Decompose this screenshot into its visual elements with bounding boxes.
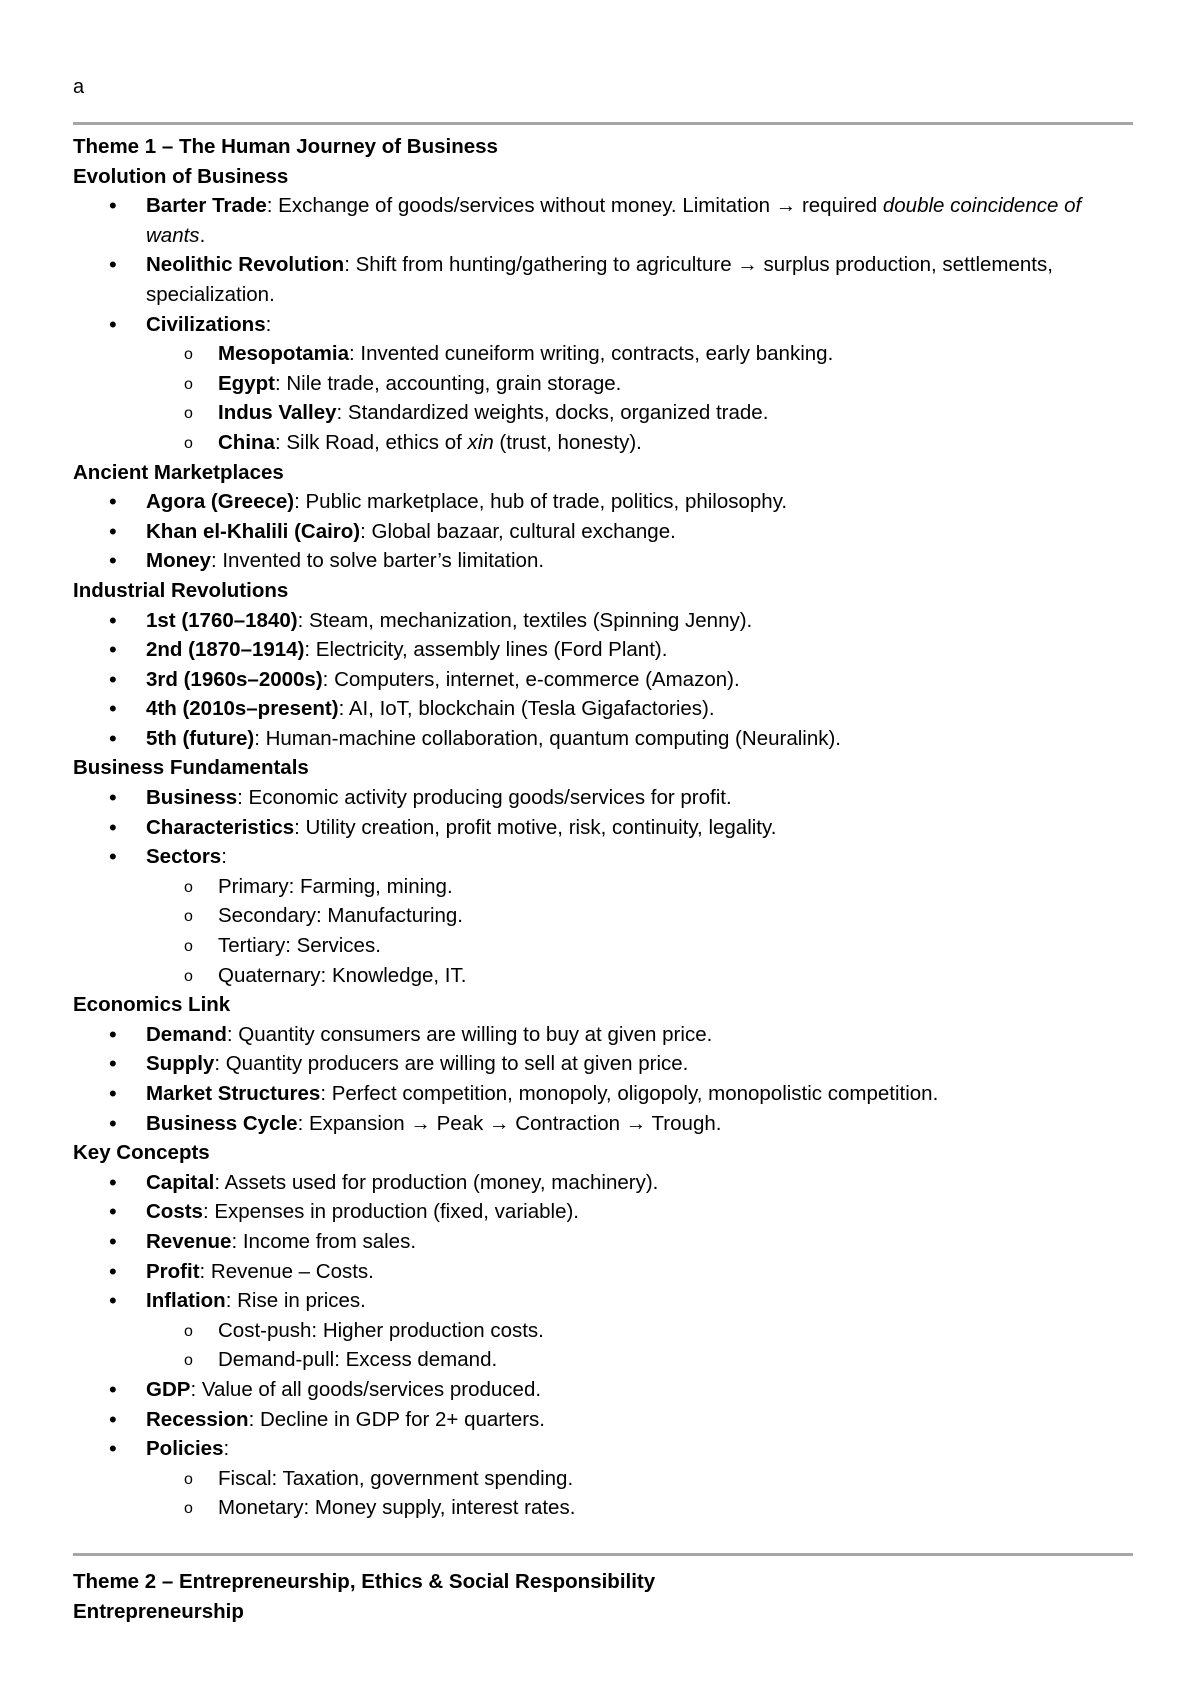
item-term: Civilizations [146, 312, 266, 336]
bullet-list [73, 487, 1133, 576]
bullet-list [73, 1020, 1133, 1138]
item-term: 3rd (1960s–2000s) [146, 667, 323, 691]
item-term: Business [146, 786, 238, 810]
item-term: Policies [146, 1437, 224, 1461]
item-text: Demand-pull: Excess demand. [218, 1348, 498, 1372]
sub-list-item [73, 428, 1133, 458]
list-item [73, 1227, 1133, 1257]
list-item [73, 635, 1133, 665]
item-term: Market Structures [146, 1082, 321, 1105]
list-item [73, 1375, 1133, 1405]
item-term: Costs [146, 1200, 203, 1224]
theme-1-sections [73, 162, 1133, 1523]
sub-list-item [73, 1464, 1133, 1494]
item-text: : Expansion → Peak → Contraction → Trough. [297, 1111, 722, 1135]
item-term: GDP [146, 1377, 191, 1401]
item-text: : Global bazaar, cultural exchange. [360, 519, 676, 543]
section-heading: Business Fundamentals [73, 756, 309, 780]
item-term: Egypt [218, 371, 275, 395]
item-text: : [265, 312, 272, 336]
section-heading-entrepreneurship: Entrepreneurship [73, 1599, 244, 1623]
section-heading: Evolution of Business [73, 164, 289, 188]
item-tail: (trust, honesty). [493, 430, 642, 454]
item-term: Indus Valley [218, 401, 337, 425]
item-text: : Standardized weights, docks, organized trade. [336, 401, 769, 425]
section-heading: Ancient Marketplaces [73, 460, 284, 484]
item-text: : Expenses in production (fixed, variable). [202, 1200, 579, 1224]
sub-list-item [73, 1493, 1133, 1523]
list-item [73, 1434, 1133, 1464]
bullet-list [73, 191, 1133, 457]
list-item [73, 250, 1133, 309]
item-term: 2nd (1870–1914) [146, 638, 305, 662]
list-item [73, 487, 1133, 517]
item-text: : [223, 1437, 230, 1461]
sub-list-item [73, 872, 1133, 902]
section-heading: Key Concepts [73, 1141, 210, 1165]
bullet-list [73, 1168, 1133, 1523]
section-heading: Industrial Revolutions [73, 578, 289, 602]
item-text: : Invented to solve barter’s limitation. [210, 549, 545, 573]
item-text: Quaternary: Knowledge, IT. [218, 963, 467, 987]
item-term: China [218, 430, 275, 454]
item-text: Secondary: Manufacturing. [218, 904, 463, 928]
item-term: Khan el-Khalili (Cairo) [146, 519, 361, 543]
item-term: Inflation [146, 1289, 226, 1313]
item-term: Characteristics [146, 815, 295, 839]
list-item [73, 546, 1133, 576]
item-italic: double coincidence of wants [146, 194, 1082, 247]
list-item [73, 1405, 1133, 1435]
list-item [73, 1109, 1133, 1139]
item-text: : Quantity consumers are willing to buy at given price. [226, 1022, 713, 1046]
list-item [73, 665, 1133, 695]
list-item [73, 1168, 1133, 1198]
bullet-list [73, 606, 1133, 754]
header-letter: a [73, 76, 85, 98]
list-item [73, 783, 1133, 813]
item-term: Business Cycle [146, 1111, 298, 1135]
list-item [73, 310, 1133, 340]
item-term: Barter Trade [146, 194, 267, 218]
item-text: : AI, IoT, blockchain (Tesla Gigafactories). [338, 697, 715, 721]
sub-list-item [73, 369, 1133, 399]
item-text: : [221, 845, 227, 869]
list-item [73, 1257, 1133, 1287]
item-term: Neolithic Revolution [146, 253, 345, 277]
item-term: Capital [146, 1170, 215, 1194]
item-term: 5th (future) [146, 726, 255, 750]
item-text: Fiscal: Taxation, government spending. [218, 1466, 574, 1490]
item-term: Recession [146, 1407, 249, 1431]
item-text: : Revenue – Costs. [199, 1259, 374, 1283]
item-term: Mesopotamia [218, 342, 349, 366]
item-text: : Invented cuneiform writing, contracts, early banking. [349, 342, 834, 366]
item-text: : Utility creation, profit motive, risk, continuity, legality. [294, 815, 777, 839]
item-text: Primary: Farming, mining. [218, 874, 453, 898]
horizontal-rule-top [73, 122, 1133, 125]
list-item [73, 517, 1133, 547]
item-term: Agora (Greece) [146, 490, 295, 514]
item-text: : Shift from hunting/gathering to agriculture → surplus production, settlements, specialization. [146, 253, 1053, 306]
sub-list-item [73, 1345, 1133, 1375]
item-text: : Income from sales. [231, 1229, 417, 1253]
item-text: : Quantity producers are willing to sell at given price. [214, 1052, 689, 1076]
list-item [73, 1286, 1133, 1316]
list-item [73, 606, 1133, 636]
theme-1-title: Theme 1 – The Human Journey of Business [73, 135, 498, 158]
theme-2-title: Theme 2 – Entrepreneurship, Ethics & Social Responsibility [73, 1570, 656, 1593]
list-item [73, 694, 1133, 724]
theme-1-block [73, 132, 1133, 1523]
item-term: Money [146, 549, 211, 573]
item-text: : Economic activity producing goods/services for profit. [237, 786, 732, 810]
item-term: 1st (1760–1840) [146, 608, 298, 632]
item-text: Monetary: Money supply, interest rates. [218, 1496, 576, 1520]
list-item [73, 1197, 1133, 1227]
item-text: : Silk Road, ethics of [274, 430, 468, 454]
item-italic: xin [467, 430, 494, 454]
item-term: Sectors [146, 845, 222, 869]
item-term: 4th (2010s–present) [146, 697, 339, 721]
item-text: : Computers, internet, e-commerce (Amazon). [322, 667, 740, 691]
sub-list-item [73, 398, 1133, 428]
section-heading: Economics Link [73, 993, 231, 1017]
list-item [73, 1020, 1133, 1050]
bullet-list [73, 783, 1133, 990]
horizontal-rule-bottom [73, 1553, 1133, 1556]
item-tail: . [199, 223, 206, 247]
item-text: : Decline in GDP for 2+ quarters. [248, 1407, 546, 1431]
item-text: : Value of all goods/services produced. [190, 1377, 542, 1401]
theme-2-block [73, 1567, 1133, 1626]
item-text: : Exchange of goods/services without money. Limitation → required [266, 194, 883, 218]
item-term: Demand [146, 1022, 227, 1046]
item-term: Revenue [146, 1229, 232, 1253]
list-item [73, 813, 1133, 843]
sub-list-item [73, 931, 1133, 961]
item-term: Supply [146, 1052, 215, 1076]
item-text: : Human-machine collaboration, quantum computing (Neuralink). [254, 726, 841, 750]
sub-list-item [73, 339, 1133, 369]
item-text: Tertiary: Services. [218, 934, 381, 958]
list-item [73, 724, 1133, 754]
list-item [73, 1049, 1133, 1079]
item-text: : Nile trade, accounting, grain storage. [274, 371, 622, 395]
list-item [73, 1079, 1133, 1109]
item-text: : Perfect competition, monopoly, oligopoly, monopolistic competition. [320, 1082, 939, 1105]
sub-list-item [73, 901, 1133, 931]
item-text: : Rise in prices. [225, 1289, 366, 1313]
item-text: : Assets used for production (money, machinery). [214, 1170, 659, 1194]
item-text: : Public marketplace, hub of trade, politics, philosophy. [294, 490, 788, 514]
list-item [73, 842, 1133, 872]
list-item [73, 191, 1133, 250]
sub-list-item [73, 1316, 1133, 1346]
item-term: Profit [146, 1259, 200, 1283]
sub-list-item [73, 961, 1133, 991]
item-text: : Electricity, assembly lines (Ford Plant). [304, 638, 668, 662]
item-text: Cost-push: Higher production costs. [218, 1318, 544, 1342]
item-text: : Steam, mechanization, textiles (Spinning Jenny). [297, 608, 753, 632]
